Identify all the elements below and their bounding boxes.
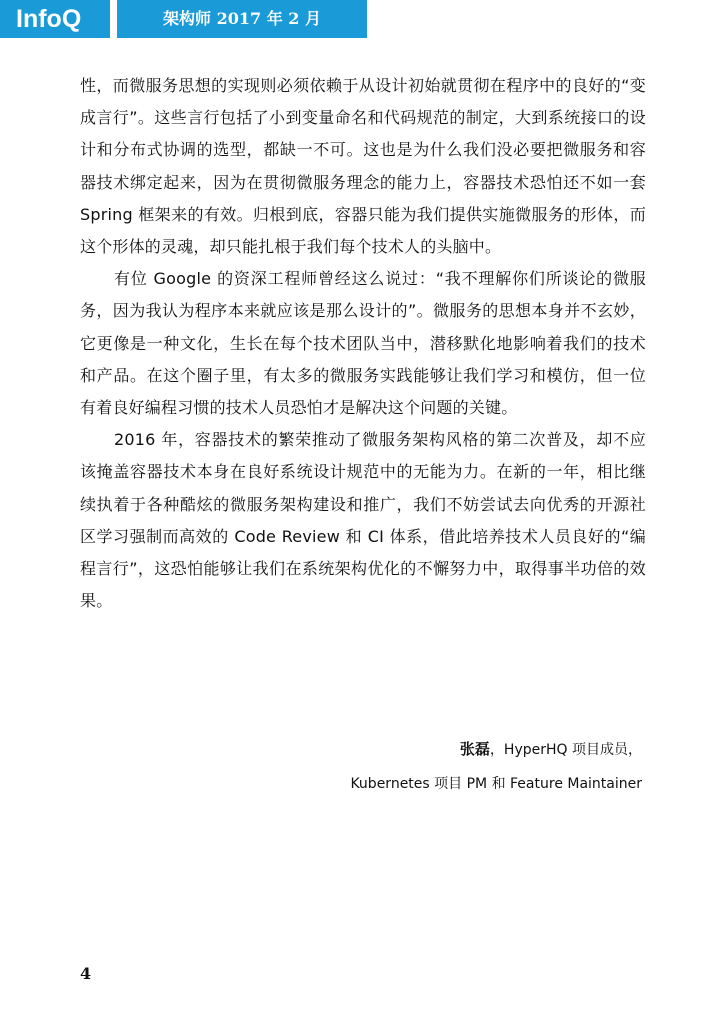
author-role: ，HyperHQ 项目成员，: [489, 742, 642, 758]
signature-line-1: [350, 732, 642, 767]
infoq-logo: InfoQ: [0, 0, 110, 38]
page-number: 4: [80, 964, 92, 983]
paragraph-2: 有位 Google 的资深工程师曾经这么说过：“我不理解你们所谈论的微服务，因为我认为程序本来就应该是那么设计的”。微服务的思想本身并不玄妙，它更像是一种文化，生长在每个技术团队当中，潜移默化地影响着我们的技术和产品。在这个圈子里，有太多的微服务实践能够让我们学习和模仿，但一位有着良好编程习惯的技术人员恐怕才是解决这个问题的关键。: [80, 269, 646, 418]
author-signature: [350, 732, 642, 801]
article-body: [80, 70, 646, 617]
paragraph-1: 性，而微服务思想的实现则必须依赖于从设计初始就贯彻在程序中的良好的“变成言行”。这些言行包括了小到变量命名和代码规范的制定，大到系统接口的设计和分布式协调的选型，都缺一不可。这也是为什么我们没必要把微服务和容器技术绑定起来，因为在贯彻微服务理念的能力上，容器技术恐怕还不如一套 Spring 框架来的有效。归根到底，容器只能为我们提供实施微服务的形体，而这个形体的灵魂，却只能扎根于我们每个技术人的头脑中。: [80, 76, 646, 257]
issue-title: 架构师 2017 年 2 月: [117, 0, 367, 38]
author-name: 张磊: [459, 740, 490, 758]
signature-line-2: Kubernetes 项目 PM 和 Feature Maintainer: [350, 776, 642, 792]
paragraph-3: 2016 年，容器技术的繁荣推动了微服务架构风格的第二次普及，却不应该掩盖容器技术本身在良好系统设计规范中的无能为力。在新的一年，相比继续执着于各种酷炫的微服务架构建设和推广，我们不妨尝试去向优秀的开源社区学习强制而高效的 Code Review 和 CI 体系，借此培养技术人员良好的“编程言行”，这恐怕能够让我们在系统架构优化的不懈努力中，取得事半功倍的效果。: [80, 430, 646, 611]
